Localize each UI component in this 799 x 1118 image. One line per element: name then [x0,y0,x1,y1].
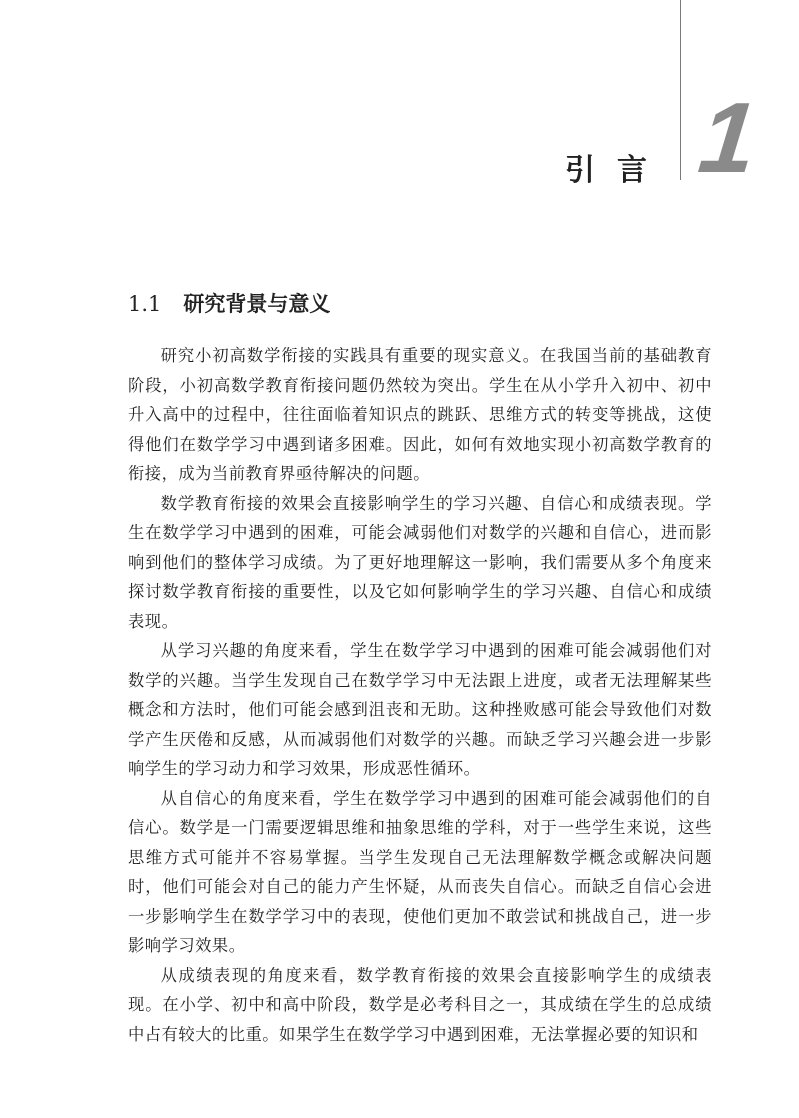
section-title: 研究背景与意义 [183,292,331,316]
section-number: 1.1 [128,292,162,316]
chapter-title: 引言 [565,153,669,188]
paragraph: 数学教育衔接的效果会直接影响学生的学习兴趣、自信心和成绩表现。学生在数学学习中遇到的困难，可能会减弱他们对数学的兴趣和自信心，进而影响到他们的整体学习成绩。为了更好地理解这一影响，我们需要从多个角度来探讨数学教育衔接的重要性，以及它如何影响学生的学习兴趣、自信心和成绩表现。 [128,493,712,631]
paragraph: 研究小初高数学衔接的实践具有重要的现实意义。在我国当前的基础教育阶段，小初高数学教育衔接问题仍然较为突出。学生在从小学升入初中、初中升入高中的过程中，往往面临着知识点的跳跃、思维方式的转变等挑战，这使得他们在数学学习中遇到诸多困难。因此，如何有效地实现小初高数学教育的衔接，成为当前教育界亟待解决的问题。 [128,346,712,483]
chapter-divider-line [680,0,681,180]
paragraph: 从自信心的角度来看，学生在数学学习中遇到的困难可能会减弱他们的自信心。数学是一门需要逻辑思维和抽象思维的学科，对于一些学生来说，这些思维方式可能并不容易掌握。当学生发现自己无法理解数学概念或解决问题时，他们可能会对自己的能力产生怀疑，从而丧失自信心。而缺乏自信心会进一步影响学生在数学学习中的表现，使他们更加不敢尝试和挑战自己，进一步影响学习效果。 [128,788,712,955]
body-text [128,341,712,1049]
chapter-number: 1 [694,82,762,194]
paragraph: 从学习兴趣的角度来看，学生在数学学习中遇到的困难可能会减弱他们对数学的兴趣。当学生发现自己在数学学习中无法跟上进度，或者无法理解某些概念和方法时，他们可能会感到沮丧和无助。这种挫败感可能会导致他们对数学产生厌倦和反感，从而减弱他们对数学的兴趣。而缺乏学习兴趣会进一步影响学生的学习动力和学习效果，形成恶性循环。 [128,641,712,778]
section-heading [128,288,330,318]
paragraph: 从成绩表现的角度来看，数学教育衔接的效果会直接影响学生的成绩表现。在小学、初中和高中阶段，数学是必考科目之一，其成绩在学生的总成绩中占有较大的比重。如果学生在数学学习中遇到困难，无法掌握必要的知识和 [128,965,712,1044]
